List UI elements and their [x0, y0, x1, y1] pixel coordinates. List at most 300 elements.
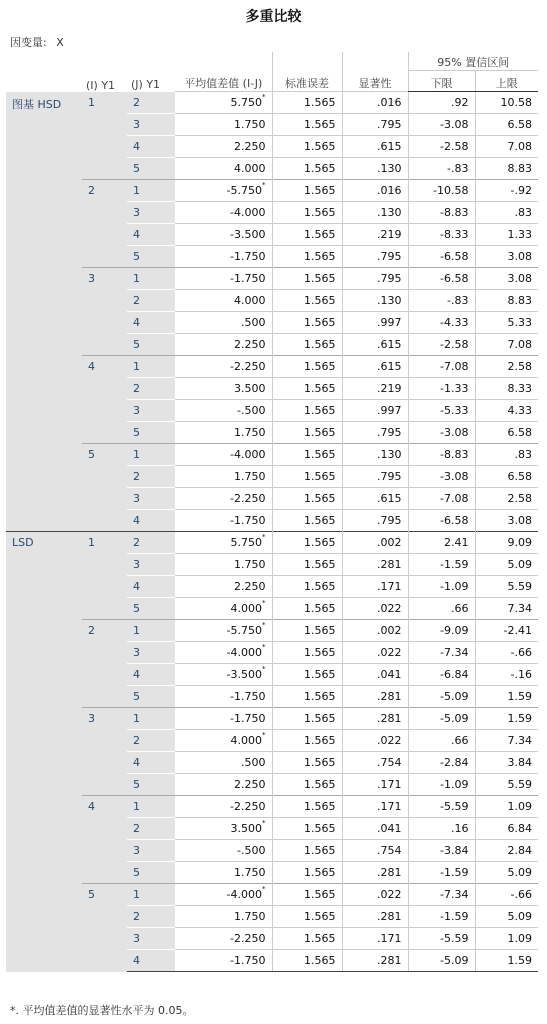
mean-diff-value: -4.000 — [230, 448, 266, 461]
mean-diff-cell — [175, 356, 272, 378]
upper-cell: 7.34 — [475, 598, 538, 620]
table-row — [6, 884, 538, 906]
lower-cell: -.83 — [408, 158, 475, 180]
std-err-cell: 1.565 — [272, 752, 342, 774]
lower-cell: -3.08 — [408, 114, 475, 136]
sig-cell: .041 — [342, 664, 408, 686]
lower-cell: -7.08 — [408, 488, 475, 510]
mean-diff-cell — [175, 510, 272, 532]
upper-cell: 5.33 — [475, 312, 538, 334]
mean-diff-value: 3.500 — [230, 822, 262, 835]
mean-diff-cell — [175, 158, 272, 180]
j-label: 1 — [127, 444, 175, 466]
sig-cell: .615 — [342, 356, 408, 378]
sig-cell: .795 — [342, 422, 408, 444]
lower-cell: -4.33 — [408, 312, 475, 334]
significance-mark: * — [262, 621, 266, 629]
upper-cell: 3.08 — [475, 268, 538, 290]
mean-diff-value: 4.000 — [230, 602, 262, 615]
mean-diff-cell — [175, 378, 272, 400]
lower-cell: -9.09 — [408, 620, 475, 642]
header-sig: 显著性 — [342, 52, 408, 92]
significance-mark: * — [262, 819, 266, 827]
significance-mark: * — [262, 731, 266, 739]
lower-cell: .66 — [408, 730, 475, 752]
lower-cell: -8.33 — [408, 224, 475, 246]
mean-diff-cell — [175, 290, 272, 312]
std-err-cell: 1.565 — [272, 510, 342, 532]
mean-diff-value: 1.750 — [234, 470, 266, 483]
i-group-label: 3 — [82, 268, 127, 356]
upper-cell: 8.83 — [475, 158, 538, 180]
mean-diff-value: -2.250 — [230, 932, 266, 945]
mean-diff-cell — [175, 312, 272, 334]
mean-diff-value: 1.750 — [234, 866, 266, 879]
j-label: 1 — [127, 620, 175, 642]
i-group-label: 5 — [82, 884, 127, 972]
lower-cell: -1.59 — [408, 862, 475, 884]
lower-cell: -5.59 — [408, 928, 475, 950]
upper-cell: 1.33 — [475, 224, 538, 246]
mean-diff-value: -1.750 — [230, 712, 266, 725]
std-err-cell: 1.565 — [272, 554, 342, 576]
upper-cell: -.66 — [475, 642, 538, 664]
upper-cell: 2.58 — [475, 356, 538, 378]
std-err-cell: 1.565 — [272, 532, 342, 554]
std-err-cell: 1.565 — [272, 708, 342, 730]
lower-cell: -.83 — [408, 290, 475, 312]
sig-cell: .171 — [342, 928, 408, 950]
mean-diff-value: -4.000 — [226, 888, 262, 901]
std-err-cell: 1.565 — [272, 378, 342, 400]
mean-diff-value: -2.250 — [230, 800, 266, 813]
i-group-label: 4 — [82, 356, 127, 444]
j-label: 2 — [127, 466, 175, 488]
upper-cell: 10.58 — [475, 92, 538, 114]
sig-cell: .997 — [342, 400, 408, 422]
j-label: 3 — [127, 202, 175, 224]
mean-diff-value: 4.000 — [234, 294, 266, 307]
std-err-cell: 1.565 — [272, 906, 342, 928]
significance-mark: * — [262, 643, 266, 651]
mean-diff-value: 4.000 — [234, 162, 266, 175]
j-label: 4 — [127, 510, 175, 532]
sig-cell: .795 — [342, 510, 408, 532]
lower-cell: -7.08 — [408, 356, 475, 378]
significance-mark: * — [262, 181, 266, 189]
lower-cell: -5.59 — [408, 796, 475, 818]
sig-cell: .795 — [342, 466, 408, 488]
j-label: 1 — [127, 180, 175, 202]
sig-cell: .795 — [342, 114, 408, 136]
sig-cell: .281 — [342, 708, 408, 730]
j-label: 5 — [127, 598, 175, 620]
std-err-cell: 1.565 — [272, 444, 342, 466]
sig-cell: .130 — [342, 202, 408, 224]
mean-diff-value: -5.750 — [226, 624, 262, 637]
mean-diff-cell — [175, 928, 272, 950]
j-label: 3 — [127, 114, 175, 136]
mean-diff-value: -2.250 — [230, 492, 266, 505]
mean-diff-value: 1.750 — [234, 426, 266, 439]
upper-cell: -.66 — [475, 884, 538, 906]
mean-diff-cell — [175, 752, 272, 774]
upper-cell: .83 — [475, 202, 538, 224]
mean-diff-cell — [175, 224, 272, 246]
header-i: (I) Y1 — [86, 78, 116, 92]
header-lower: 下限 — [408, 71, 475, 92]
sig-cell: .022 — [342, 598, 408, 620]
std-err-cell: 1.565 — [272, 92, 342, 114]
std-err-cell: 1.565 — [272, 224, 342, 246]
lower-cell: -1.09 — [408, 576, 475, 598]
std-err-cell: 1.565 — [272, 862, 342, 884]
std-err-cell: 1.565 — [272, 334, 342, 356]
upper-cell: 1.59 — [475, 950, 538, 972]
upper-cell: 1.09 — [475, 796, 538, 818]
upper-cell: 2.84 — [475, 840, 538, 862]
sig-cell: .022 — [342, 730, 408, 752]
sig-cell: .022 — [342, 642, 408, 664]
j-label: 2 — [127, 730, 175, 752]
mean-diff-value: -1.750 — [230, 690, 266, 703]
j-label: 5 — [127, 158, 175, 180]
mean-diff-value: -1.750 — [230, 514, 266, 527]
j-label: 4 — [127, 576, 175, 598]
mean-diff-value: -1.750 — [230, 272, 266, 285]
sig-cell: .130 — [342, 158, 408, 180]
mean-diff-cell — [175, 884, 272, 906]
mean-diff-cell — [175, 92, 272, 114]
lower-cell: -6.84 — [408, 664, 475, 686]
mean-diff-cell — [175, 136, 272, 158]
std-err-cell: 1.565 — [272, 466, 342, 488]
sig-cell: .795 — [342, 246, 408, 268]
upper-cell: 7.34 — [475, 730, 538, 752]
upper-cell: 6.58 — [475, 114, 538, 136]
lower-cell: -8.83 — [408, 444, 475, 466]
j-label: 5 — [127, 334, 175, 356]
sig-cell: .171 — [342, 576, 408, 598]
sig-cell: .041 — [342, 818, 408, 840]
upper-cell: 1.59 — [475, 708, 538, 730]
mean-diff-cell — [175, 488, 272, 510]
table-row — [6, 444, 538, 466]
upper-cell: 6.58 — [475, 466, 538, 488]
j-label: 1 — [127, 268, 175, 290]
std-err-cell: 1.565 — [272, 818, 342, 840]
j-label: 4 — [127, 224, 175, 246]
header-ci: 95% 置信区间 — [408, 52, 538, 71]
lower-cell: -7.34 — [408, 884, 475, 906]
std-err-cell: 1.565 — [272, 620, 342, 642]
lower-cell: -5.33 — [408, 400, 475, 422]
significance-mark: * — [262, 533, 266, 541]
mean-diff-cell — [175, 774, 272, 796]
i-group-label: 3 — [82, 708, 127, 796]
mean-diff-value: -1.750 — [230, 954, 266, 967]
i-group-label: 4 — [82, 796, 127, 884]
mean-diff-cell — [175, 862, 272, 884]
method-label: 图基 HSD — [6, 92, 82, 532]
sig-cell: .997 — [342, 312, 408, 334]
upper-cell: 1.59 — [475, 686, 538, 708]
lower-cell: -8.83 — [408, 202, 475, 224]
std-err-cell: 1.565 — [272, 114, 342, 136]
mean-diff-value: -4.000 — [226, 646, 262, 659]
header-method — [6, 52, 82, 92]
mean-diff-value: -.500 — [237, 844, 266, 857]
mean-diff-cell — [175, 664, 272, 686]
j-label: 3 — [127, 840, 175, 862]
table-body — [6, 92, 538, 972]
table-title: 多重比较 — [245, 9, 302, 25]
mean-diff-value: 5.750 — [230, 536, 262, 549]
table-row — [6, 532, 538, 554]
j-label: 4 — [127, 950, 175, 972]
footnote: *. 平均值差值的显著性水平为 0.05。 — [10, 1004, 194, 1017]
upper-cell: 8.33 — [475, 378, 538, 400]
lower-cell: -1.33 — [408, 378, 475, 400]
j-label: 5 — [127, 686, 175, 708]
mean-diff-cell — [175, 532, 272, 554]
sig-cell: .219 — [342, 224, 408, 246]
significance-mark: * — [262, 885, 266, 893]
mean-diff-value: 5.750 — [230, 96, 262, 109]
dependent-variable-label: 因变量: — [10, 36, 47, 49]
lower-cell: -6.58 — [408, 510, 475, 532]
j-label: 1 — [127, 884, 175, 906]
mean-diff-cell — [175, 268, 272, 290]
sig-cell: .754 — [342, 840, 408, 862]
j-label: 4 — [127, 664, 175, 686]
upper-cell: 6.84 — [475, 818, 538, 840]
lower-cell: -10.58 — [408, 180, 475, 202]
mean-diff-value: 3.500 — [234, 382, 266, 395]
upper-cell: -.16 — [475, 664, 538, 686]
sig-cell: .615 — [342, 488, 408, 510]
sig-cell: .130 — [342, 290, 408, 312]
lower-cell: -1.59 — [408, 906, 475, 928]
mean-diff-cell — [175, 642, 272, 664]
j-label: 2 — [127, 92, 175, 114]
mean-diff-cell — [175, 686, 272, 708]
sig-cell: .281 — [342, 554, 408, 576]
mean-diff-cell — [175, 906, 272, 928]
lower-cell: -3.84 — [408, 840, 475, 862]
i-group-label: 2 — [82, 620, 127, 708]
upper-cell: -2.41 — [475, 620, 538, 642]
j-label: 2 — [127, 906, 175, 928]
upper-cell: 5.09 — [475, 554, 538, 576]
dependent-variable — [10, 34, 64, 50]
sig-cell: .002 — [342, 532, 408, 554]
lower-cell: .92 — [408, 92, 475, 114]
table-row — [6, 356, 538, 378]
std-err-cell: 1.565 — [272, 136, 342, 158]
table-row — [6, 620, 538, 642]
std-err-cell: 1.565 — [272, 884, 342, 906]
lower-cell: -1.59 — [408, 554, 475, 576]
j-label: 3 — [127, 488, 175, 510]
mean-diff-cell — [175, 422, 272, 444]
significance-mark: * — [262, 93, 266, 101]
mean-diff-cell — [175, 466, 272, 488]
mean-diff-value: 2.250 — [234, 338, 266, 351]
header-mean-diff: 平均值差值 (I-J) — [184, 77, 263, 90]
std-err-cell: 1.565 — [272, 840, 342, 862]
header-j: (J) Y1 — [131, 78, 161, 91]
table-row — [6, 92, 538, 114]
j-label: 1 — [127, 796, 175, 818]
mean-diff-value: .500 — [241, 756, 266, 769]
table-row — [6, 180, 538, 202]
significance-mark: * — [262, 599, 266, 607]
lower-cell: -7.34 — [408, 642, 475, 664]
mean-diff-value: 2.250 — [234, 580, 266, 593]
upper-cell: 5.09 — [475, 906, 538, 928]
std-err-cell: 1.565 — [272, 246, 342, 268]
j-label: 4 — [127, 312, 175, 334]
upper-cell: .83 — [475, 444, 538, 466]
j-label: 3 — [127, 554, 175, 576]
mean-diff-value: -3.500 — [230, 228, 266, 241]
mean-diff-value: 2.250 — [234, 778, 266, 791]
significance-mark: * — [262, 665, 266, 673]
std-err-cell: 1.565 — [272, 576, 342, 598]
lower-cell: 2.41 — [408, 532, 475, 554]
j-label: 5 — [127, 774, 175, 796]
upper-cell: 3.08 — [475, 246, 538, 268]
sig-cell: .615 — [342, 136, 408, 158]
upper-cell: 6.58 — [475, 422, 538, 444]
lower-cell: -3.08 — [408, 466, 475, 488]
lower-cell: -2.58 — [408, 136, 475, 158]
j-label: 3 — [127, 400, 175, 422]
dependent-variable-value: X — [56, 36, 64, 49]
j-label: 4 — [127, 752, 175, 774]
sig-cell: .219 — [342, 378, 408, 400]
j-label: 5 — [127, 862, 175, 884]
sig-cell: .795 — [342, 268, 408, 290]
sig-cell: .281 — [342, 862, 408, 884]
mean-diff-cell — [175, 554, 272, 576]
lower-cell: -5.09 — [408, 708, 475, 730]
sig-cell: .171 — [342, 774, 408, 796]
std-err-cell: 1.565 — [272, 158, 342, 180]
mean-diff-cell — [175, 818, 272, 840]
std-err-cell: 1.565 — [272, 202, 342, 224]
table-row — [6, 708, 538, 730]
mean-diff-cell — [175, 334, 272, 356]
i-group-label: 2 — [82, 180, 127, 268]
std-err-cell: 1.565 — [272, 488, 342, 510]
mean-diff-cell — [175, 576, 272, 598]
upper-cell: 1.09 — [475, 928, 538, 950]
upper-cell: 5.59 — [475, 576, 538, 598]
j-label: 3 — [127, 928, 175, 950]
lower-cell: -5.09 — [408, 686, 475, 708]
method-label: LSD — [6, 532, 82, 972]
upper-cell: 9.09 — [475, 532, 538, 554]
upper-cell: 7.08 — [475, 136, 538, 158]
j-label: 5 — [127, 422, 175, 444]
std-err-cell: 1.565 — [272, 400, 342, 422]
mean-diff-cell — [175, 400, 272, 422]
upper-cell: 4.33 — [475, 400, 538, 422]
mean-diff-value: 2.250 — [234, 140, 266, 153]
mean-diff-value: -3.500 — [226, 668, 262, 681]
std-err-cell: 1.565 — [272, 598, 342, 620]
std-err-cell: 1.565 — [272, 356, 342, 378]
multiple-comparisons-table — [6, 52, 538, 972]
lower-cell: .16 — [408, 818, 475, 840]
mean-diff-value: -1.750 — [230, 250, 266, 263]
sig-cell: .022 — [342, 884, 408, 906]
std-err-cell: 1.565 — [272, 312, 342, 334]
table-row — [6, 268, 538, 290]
std-err-cell: 1.565 — [272, 180, 342, 202]
std-err-cell: 1.565 — [272, 730, 342, 752]
sig-cell: .002 — [342, 620, 408, 642]
sig-cell: .130 — [342, 444, 408, 466]
lower-cell: -5.09 — [408, 950, 475, 972]
i-group-label: 1 — [82, 92, 127, 180]
upper-cell: 2.58 — [475, 488, 538, 510]
j-label: 4 — [127, 136, 175, 158]
lower-cell: -6.58 — [408, 268, 475, 290]
lower-cell: .66 — [408, 598, 475, 620]
std-err-cell: 1.565 — [272, 268, 342, 290]
lower-cell: -3.08 — [408, 422, 475, 444]
upper-cell: 8.83 — [475, 290, 538, 312]
mean-diff-value: .500 — [241, 316, 266, 329]
sig-cell: .016 — [342, 180, 408, 202]
i-group-label: 1 — [82, 532, 127, 620]
upper-cell: 7.08 — [475, 334, 538, 356]
header-std-err: 标准误差 — [272, 52, 342, 92]
sig-cell: .281 — [342, 686, 408, 708]
upper-cell: 5.09 — [475, 862, 538, 884]
mean-diff-value: 1.750 — [234, 910, 266, 923]
j-label: 3 — [127, 642, 175, 664]
mean-diff-cell — [175, 598, 272, 620]
j-label: 2 — [127, 378, 175, 400]
std-err-cell: 1.565 — [272, 774, 342, 796]
j-label: 1 — [127, 356, 175, 378]
mean-diff-cell — [175, 246, 272, 268]
mean-diff-value: -.500 — [237, 404, 266, 417]
mean-diff-value: 1.750 — [234, 558, 266, 571]
j-label: 2 — [127, 818, 175, 840]
header-upper: 上限 — [475, 71, 538, 92]
lower-cell: -6.58 — [408, 246, 475, 268]
std-err-cell: 1.565 — [272, 796, 342, 818]
sig-cell: .171 — [342, 796, 408, 818]
upper-cell: 3.84 — [475, 752, 538, 774]
mean-diff-value: -2.250 — [230, 360, 266, 373]
upper-cell: 5.59 — [475, 774, 538, 796]
j-label: 1 — [127, 708, 175, 730]
mean-diff-cell — [175, 708, 272, 730]
j-label: 2 — [127, 290, 175, 312]
lower-cell: -2.84 — [408, 752, 475, 774]
mean-diff-cell — [175, 840, 272, 862]
mean-diff-cell — [175, 620, 272, 642]
mean-diff-cell — [175, 180, 272, 202]
mean-diff-cell — [175, 444, 272, 466]
mean-diff-cell — [175, 730, 272, 752]
